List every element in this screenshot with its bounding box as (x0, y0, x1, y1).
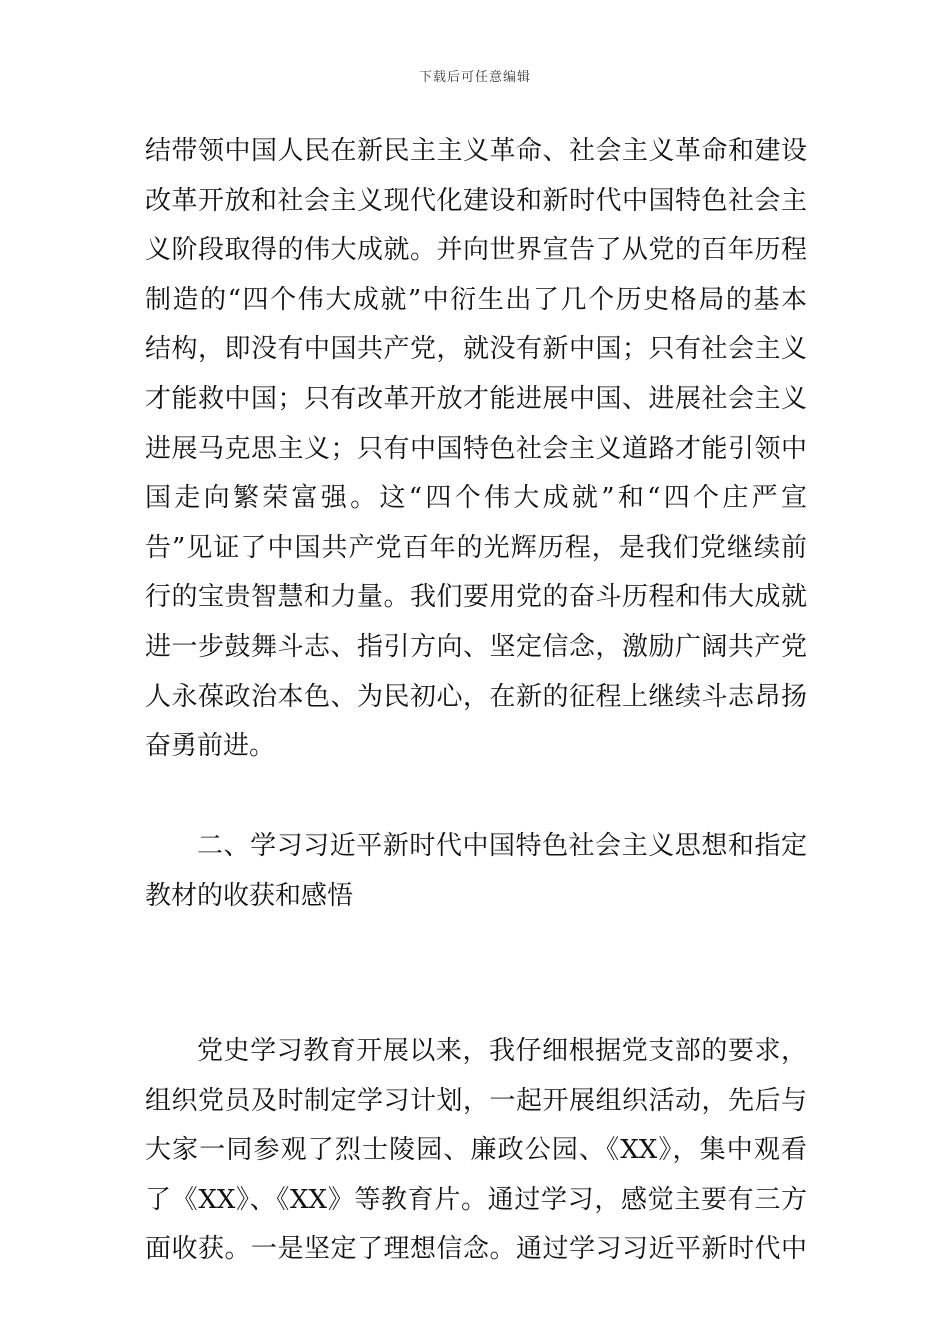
text-line: 结构，即没有中国共产党，就没有新中国；只有社会主义 (145, 334, 807, 365)
text-line: 了《XX》、《XX》等教育片。通过学习，感觉主要有三方 (145, 1184, 807, 1215)
heading-line: 二、学习习近平新时代中国特色社会主义思想和指定 (197, 831, 807, 861)
text-line: 奋勇前进。 (145, 731, 276, 762)
text-line: 组织党员及时制定学习计划，一起开展组织活动，先后与 (145, 1085, 807, 1116)
paragraph-study-reflection (145, 1027, 807, 1275)
text-line: 行的宝贵智慧和力量。我们要用党的奋斗历程和伟大成就 (145, 582, 807, 613)
text-line: 国走向繁荣富强。这“四个伟大成就”和“四个庄严宣 (145, 483, 807, 514)
text-line: 改革开放和社会主义现代化建设和新时代中国特色社会主 (145, 185, 807, 216)
heading-line: 教材的收获和感悟 (145, 880, 354, 911)
paragraph-achievements (145, 127, 807, 772)
text-line: 大家一同参观了烈士陵园、廉政公园、《XX》，集中观看 (145, 1135, 807, 1166)
text-line: 人永葆政治本色、为民初心，在新的征程上继续斗志昂扬 (145, 681, 807, 712)
text-line: 才能救中国；只有改革开放才能进展中国、进展社会主义 (145, 383, 807, 414)
text-line: 进一步鼓舞斗志、指引方向、坚定信念，激励广阔共产党 (145, 631, 807, 662)
text-line: 结带领中国人民在新民主主义革命、社会主义革命和建设 (145, 136, 807, 166)
text-line: 进展马克思主义；只有中国特色社会主义道路才能引领中 (145, 433, 807, 464)
section-heading-2 (145, 822, 807, 921)
text-line: 义阶段取得的伟大成就。并向世界宣告了从党的百年历程 (145, 235, 807, 266)
text-line: 党史学习教育开展以来，我仔细根据党支部的要求， (197, 1036, 807, 1066)
text-line: 面收获。一是坚定了理想信念。通过学习习近平新时代中 (145, 1234, 807, 1265)
text-line: 制造的“四个伟大成就”中衍生出了几个历史格局的基本 (145, 284, 807, 315)
text-line: 告”见证了中国共产党百年的光辉历程，是我们党继续前 (145, 532, 807, 563)
page-header-note: 下载后可任意编辑 (418, 70, 531, 85)
